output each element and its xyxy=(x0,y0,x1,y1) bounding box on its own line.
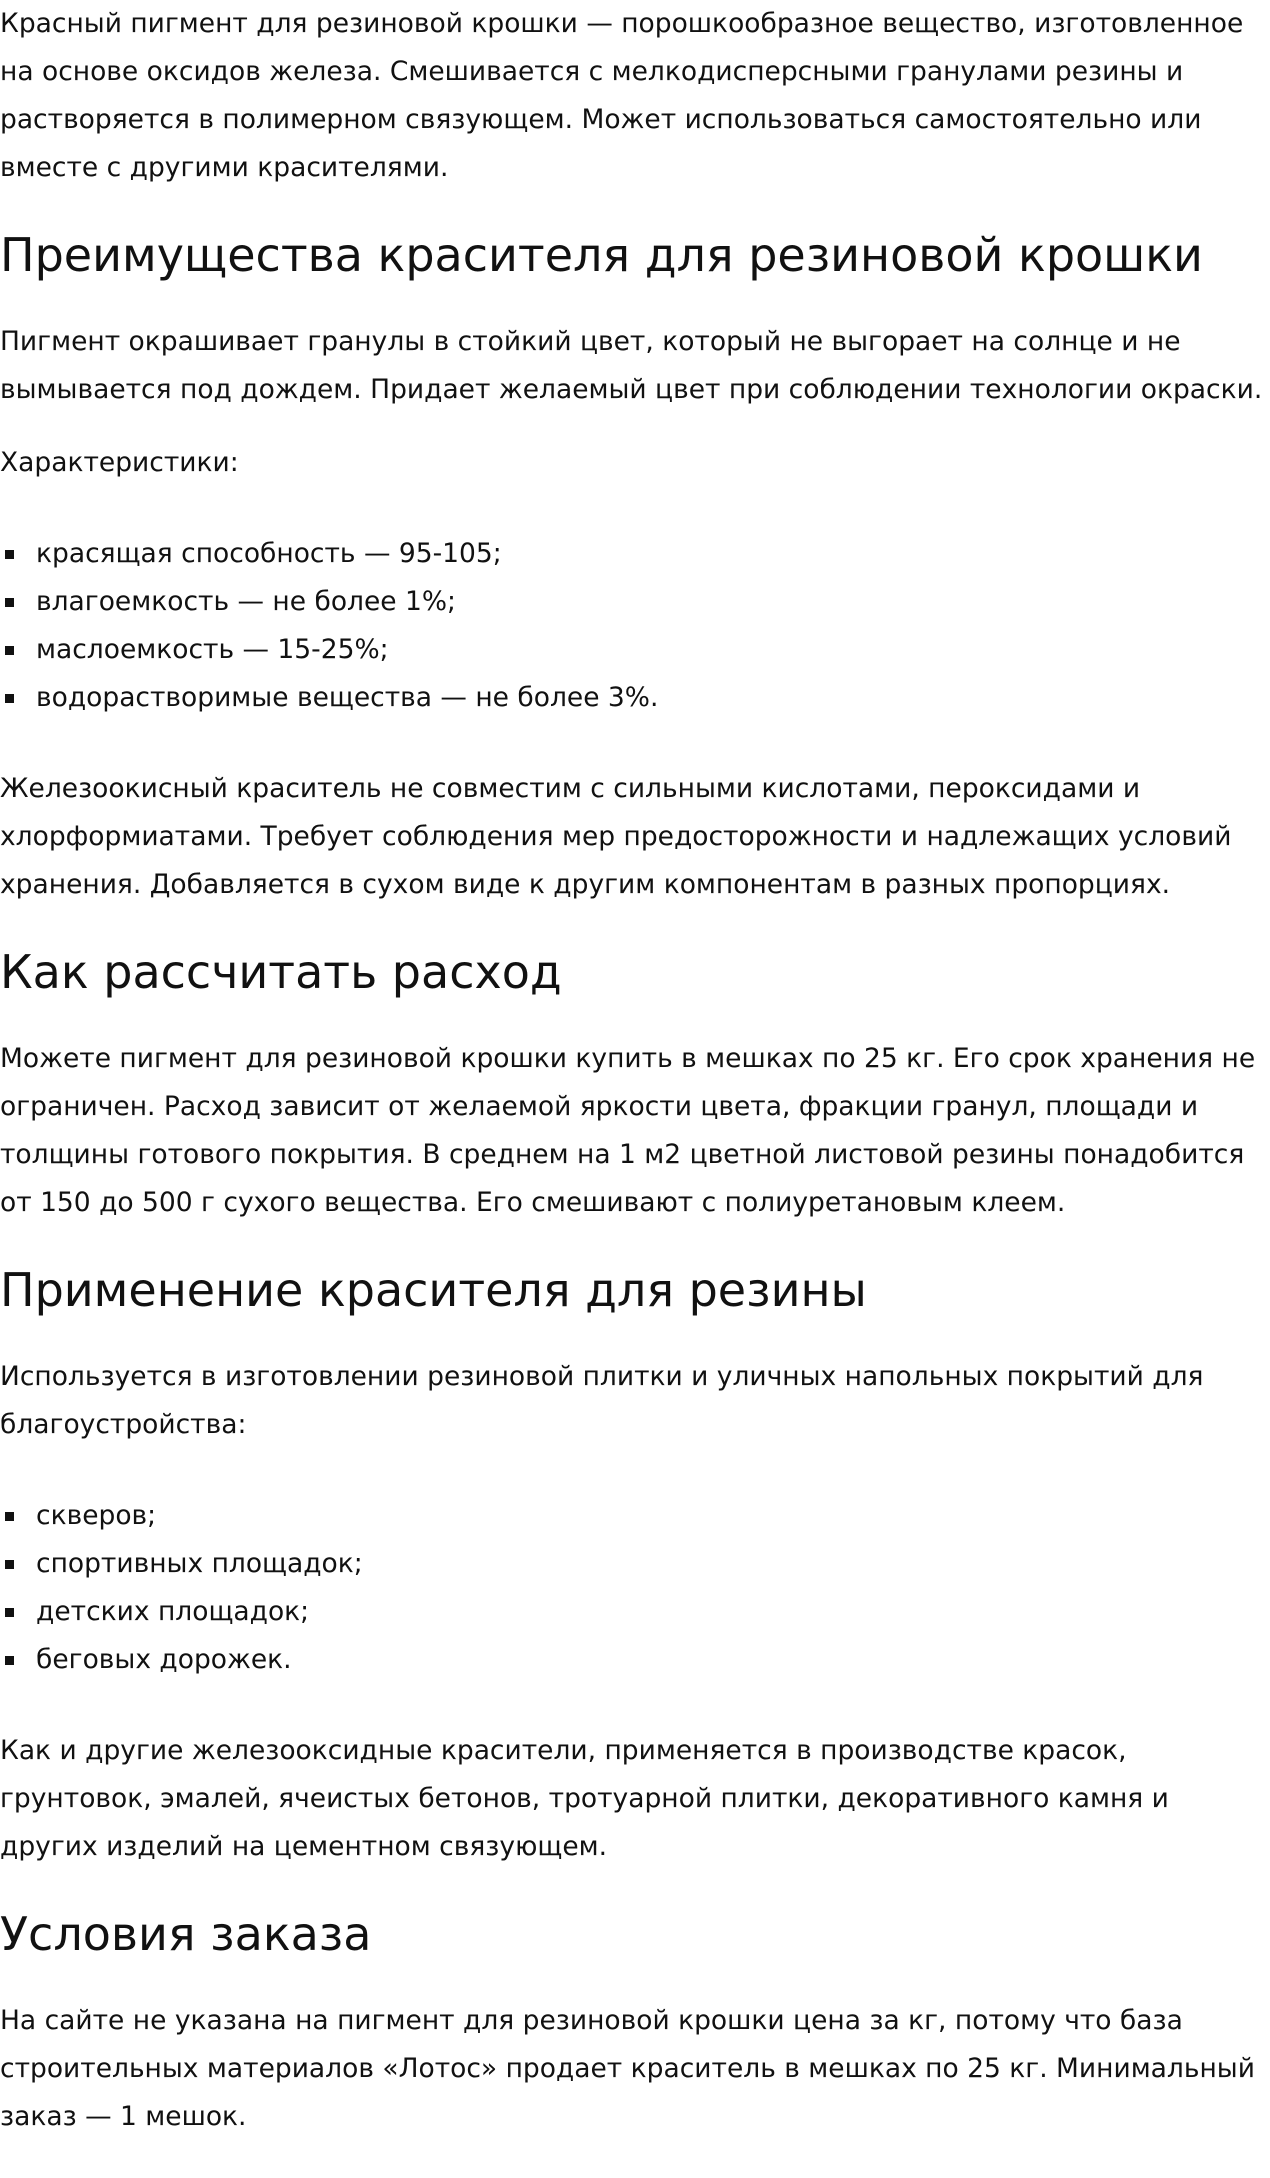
list-item: водорастворимые вещества — не более 3%. xyxy=(0,674,1265,722)
list-item: беговых дорожек. xyxy=(0,1636,1265,1684)
list-item: скверов; xyxy=(0,1492,1265,1540)
intro-paragraph: Красный пигмент для резиновой крошки — порошкообразное вещество, изготовленное на основе оксидов железа. Смешивается с мелкодисперсными гранулами резины и растворяется в полимерном связующем. Может использоваться самостоятельно или вместе с другими красителями. xyxy=(0,8,1244,183)
list-item: маслоемкость — 15-25%; xyxy=(0,626,1265,674)
application-paragraph: Используется в изготовлении резиновой плитки и уличных напольных покрытий для благоустройства: xyxy=(0,1361,1204,1440)
order-heading: Условия заказа xyxy=(0,1907,372,1961)
advantages-paragraph: Пигмент окрашивает гранулы в стойкий цвет, который не выгорает на солнце и не вымывается под дождем. Придает желаемый цвет при соблюдении технологии окраски. xyxy=(0,326,1263,405)
compatibility-note: Железоокисный краситель не совместим с сильными кислотами, пероксидами и хлорформиатами. Требует соблюдения мер предосторожности и надлежащих условий хранения. Добавляется в сухом виде к другим компонентам в разных пропорциях. xyxy=(0,773,1232,900)
characteristics-label: Характеристики: xyxy=(0,447,239,478)
list-item: детских площадок; xyxy=(0,1588,1265,1636)
list-item: влагоемкость — не более 1%; xyxy=(0,578,1265,626)
characteristics-list xyxy=(0,530,1265,722)
advantages-heading: Преимущества красителя для резиновой крошки xyxy=(0,228,1203,282)
consumption-paragraph: Можете пигмент для резиновой крошки купить в мешках по 25 кг. Его срок хранения не ограничен. Расход зависит от желаемой яркости цвета, фракции гранул, площади и толщины готового покрытия. В среднем на 1 м2 цветной листовой резины понадобится от 150 до 500 г сухого вещества. Его смешивают с полиуретановым клеем. xyxy=(0,1043,1256,1218)
consumption-heading: Как рассчитать расход xyxy=(0,945,562,999)
application-heading: Применение красителя для резины xyxy=(0,1263,867,1317)
application-list xyxy=(0,1492,1265,1684)
list-item: красящая способность — 95-105; xyxy=(0,530,1265,578)
application-note: Как и другие железооксидные красители, применяется в производстве красок, грунтовок, эмалей, ячеистых бетонов, тротуарной плитки, декоративного камня и других изделий на цементном связующем. xyxy=(0,1735,1169,1862)
list-item: спортивных площадок; xyxy=(0,1540,1265,1588)
order-paragraph: На сайте не указана на пигмент для резиновой крошки цена за кг, потому что база строительных материалов «Лотос» продает краситель в мешках по 25 кг. Минимальный заказ — 1 мешок. xyxy=(0,2005,1255,2132)
